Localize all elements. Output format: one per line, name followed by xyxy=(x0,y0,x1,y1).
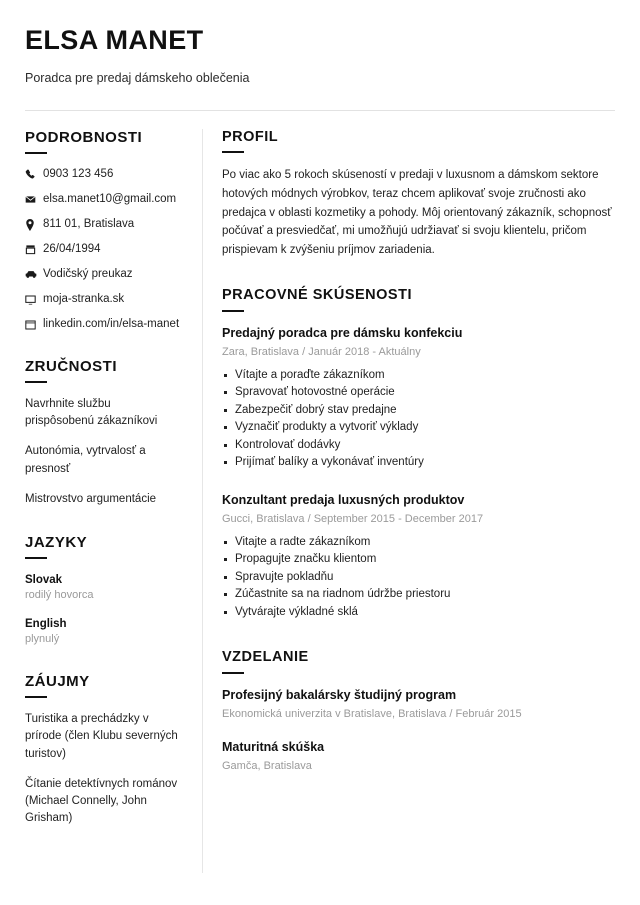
header-divider xyxy=(25,110,615,111)
heading-underline xyxy=(222,151,244,153)
list-item: Navrhnite službu prispôsobenú zákazníkovi xyxy=(25,397,158,428)
list-item xyxy=(25,616,180,647)
contact-item-birthdate xyxy=(25,242,180,257)
list-item: Zabezpečiť dobrý stav predajne xyxy=(222,402,615,419)
column-divider xyxy=(202,129,203,873)
job-title-subtitle: Poradca pre predaj dámskeho oblečenia xyxy=(25,70,250,85)
list-item: Vítajte a poraďte zákazníkom xyxy=(222,367,615,384)
experience-entry xyxy=(222,325,615,472)
contact-item-driving-licence xyxy=(25,267,180,282)
job-meta: Zara, Bratislava / Január 2018 - Aktuálny xyxy=(222,346,421,359)
list-item: Prijímať balíky a vykonávať inventúry xyxy=(222,454,615,471)
education-entry xyxy=(222,739,615,774)
job-role: Predajný poradca pre dámsku konfekciu xyxy=(222,325,463,340)
sidebar xyxy=(0,129,202,832)
heading-underline xyxy=(222,310,244,312)
section-heading-details: PODROBNOSTI xyxy=(25,128,143,146)
section-education xyxy=(222,649,615,774)
phone-icon xyxy=(25,168,43,182)
contact-item-linkedin[interactable] xyxy=(25,317,180,332)
main-content xyxy=(202,129,640,778)
contact-value: 26/04/1994 xyxy=(43,242,101,255)
list-item: Zúčastnite sa na riadnom údržbe priestoru xyxy=(222,586,615,603)
page-title: ELSA MANET xyxy=(25,25,204,55)
language-level: plynulý xyxy=(25,632,60,645)
section-heading-experience: PRACOVNÉ SKÚSENOSTI xyxy=(222,287,412,304)
section-skills xyxy=(25,358,180,508)
section-heading-education: VZDELANIE xyxy=(222,649,309,666)
list-item: Propagujte značku klientom xyxy=(222,551,615,568)
heading-underline xyxy=(25,381,47,383)
education-degree: Profesijný bakalársky študijný program xyxy=(222,687,457,702)
section-heading-interests: ZÁUJMY xyxy=(25,673,90,691)
language-name: English xyxy=(25,617,67,630)
section-languages xyxy=(25,534,180,647)
list-item: Vyznačiť produkty a vytvoriť výklady xyxy=(222,419,615,436)
envelope-icon xyxy=(25,193,43,207)
language-level: rodilý hovorca xyxy=(25,589,94,602)
section-experience xyxy=(222,287,615,621)
resume-header xyxy=(0,0,640,86)
monitor-icon xyxy=(25,293,43,307)
heading-underline xyxy=(25,557,47,559)
list-item: Turistika a prechádzky v prírode (člen Klubu severných turistov) xyxy=(25,713,178,760)
list-item: Autonómia, vytrvalosť a presnosť xyxy=(25,445,146,475)
job-role: Konzultant predaja luxusných produktov xyxy=(222,492,465,507)
contact-value: 0903 123 456 xyxy=(43,167,114,180)
contact-value: 811 01, Bratislava xyxy=(43,217,135,230)
window-icon xyxy=(25,318,43,332)
education-meta: Ekonomická univerzita v Bratislave, Bratislava / Február 2015 xyxy=(222,707,522,720)
list-item: Mistrovstvo argumentácie xyxy=(25,492,157,505)
experience-entry xyxy=(222,492,615,621)
contact-item-phone xyxy=(25,167,180,182)
heading-underline xyxy=(25,152,47,154)
contact-item-address xyxy=(25,217,180,232)
contact-value: moja-stranka.sk xyxy=(43,292,125,305)
car-icon xyxy=(25,268,43,282)
education-meta: Gamča, Bratislava xyxy=(222,759,312,772)
section-interests xyxy=(25,673,180,828)
contact-value: Vodičský preukaz xyxy=(43,267,133,280)
contact-list xyxy=(25,167,180,332)
section-heading-profile: PROFIL xyxy=(222,128,279,145)
education-degree: Maturitná skúška xyxy=(222,739,325,754)
heading-underline xyxy=(25,696,47,698)
profile-summary-text: Po viac ako 5 rokoch skúseností v predaji v luxusnom a dámskom sektore hotových módnych výrobkov, teraz chcem aplikovať svoje zručnosti ako predajca v oblasti kozmetiky a pohody. Môj orientovaný zákazník, schopnosť počúvať a presviedčať, mi umožňujú udržiavať si svoju klientelu, pričom prispievam k zvýšeniu príjmov zariadenia. xyxy=(222,169,612,256)
contact-item-website[interactable] xyxy=(25,292,180,307)
calendar-icon xyxy=(25,243,43,257)
list-item: Kontrolovať dodávky xyxy=(222,437,615,454)
section-details xyxy=(25,129,180,332)
contact-value: elsa.manet10@gmail.com xyxy=(43,192,177,205)
section-profile xyxy=(222,129,615,260)
list-item: Vytvárajte výkladné sklá xyxy=(222,604,615,621)
section-heading-skills: ZRUČNOSTI xyxy=(25,357,117,375)
resume-body xyxy=(0,129,640,832)
section-heading-languages: JAZYKY xyxy=(25,534,88,552)
list-item: Spravujte pokladňu xyxy=(222,569,615,586)
list-item: Čítanie detektívnych románov (Michael Connelly, John Grisham) xyxy=(25,777,178,825)
job-meta: Gucci, Bratislava / September 2015 - December 2017 xyxy=(222,513,484,525)
list-item: Spravovať hotovostné operácie xyxy=(222,384,615,401)
education-entry xyxy=(222,687,615,722)
job-responsibility-list xyxy=(222,534,615,621)
contact-value: linkedin.com/in/elsa-manet xyxy=(43,317,180,330)
job-responsibility-list xyxy=(222,367,615,472)
list-item xyxy=(25,572,180,603)
list-item: Vitajte a radte zákazníkom xyxy=(222,534,615,551)
contact-item-email xyxy=(25,192,180,207)
language-name: Slovak xyxy=(25,574,63,587)
heading-underline xyxy=(222,672,244,674)
map-pin-icon xyxy=(25,218,43,232)
